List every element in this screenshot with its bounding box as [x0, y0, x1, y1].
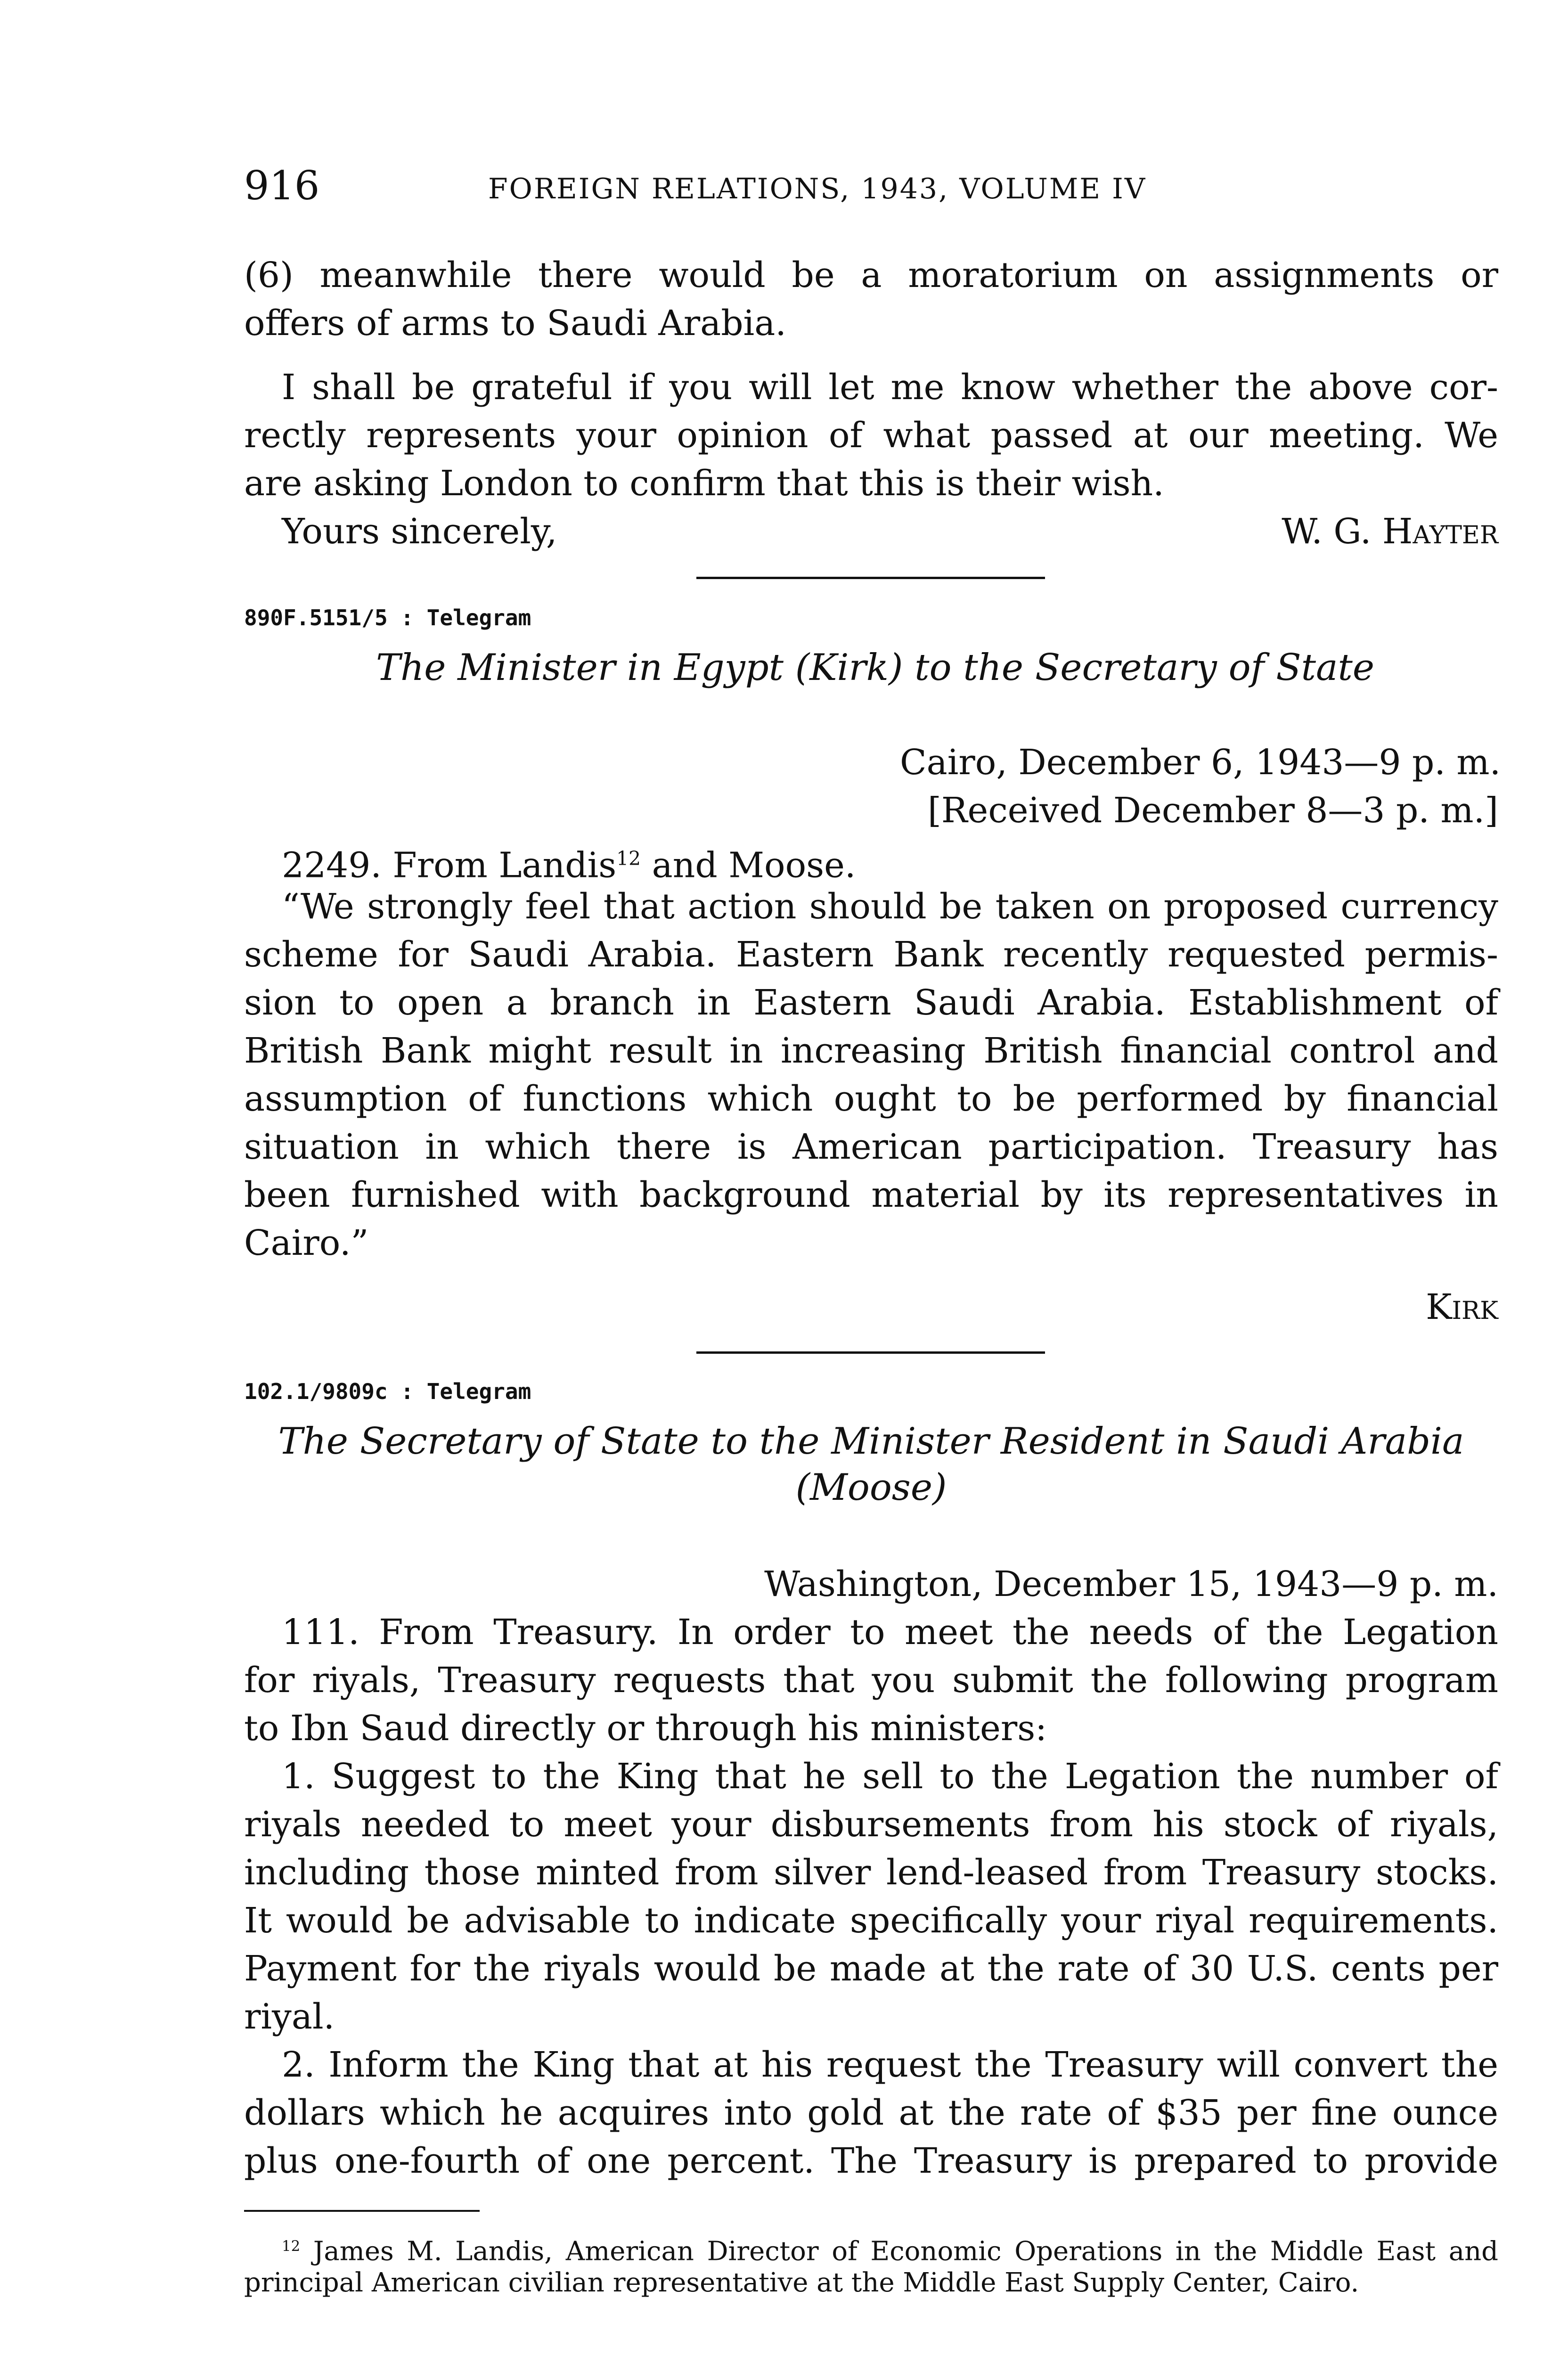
letter-para-2-line-3: are asking London to confirm that this is their wish. — [244, 463, 1164, 504]
running-title: FOREIGN RELATIONS, 1943, VOLUME IV — [488, 172, 1147, 205]
letter-para-1-line-2: offers of arms to Saudi Arabia. — [244, 303, 786, 344]
page-number: 916 — [244, 163, 320, 209]
doc2-dateline: Washington, December 15, 1943—9 p. m. — [764, 1564, 1498, 1604]
doc1-heading: The Minister in Egypt (Kirk) to the Secretary of State — [376, 646, 1374, 689]
doc2-para-3-line-1: 2. Inform the King that at his request the Treasury will convert the — [282, 2045, 1498, 2085]
doc2-para-2-line-1: 1. Suggest to the King that he sell to the Legation the number of — [282, 1756, 1498, 1797]
doc1-opening-text: 2249. From Landis — [282, 845, 617, 886]
doc1-body-line-4: British Bank might result in increasing British financial control and — [244, 1031, 1498, 1071]
doc2-para-2-line-5: Payment for the riyals would be made at the rate of 30 U.S. cents per — [244, 1948, 1498, 1989]
doc1-dateline: Cairo, December 6, 1943—9 p. m. — [900, 742, 1501, 783]
letter-closing: Yours sincerely, — [282, 511, 557, 552]
doc2-para-3-line-3: plus one-fourth of one percent. The Treasury is prepared to provide — [244, 2141, 1498, 2181]
doc1-body-line-1: “We strongly feel that action should be taken on proposed currency — [282, 886, 1498, 927]
doc1-reference: 890F.5151/5 : Telegram — [244, 605, 531, 630]
doc2-heading-line-2: (Moose) — [795, 1466, 947, 1509]
doc2-para-1-line-1: 111. From Treasury. In order to meet the needs of the Legation — [282, 1612, 1498, 1652]
doc1-body-line-8: Cairo.” — [244, 1223, 369, 1263]
doc1-body-line-5: assumption of functions which ought to be performed by financial — [244, 1079, 1498, 1119]
letter-para-2-line-2: rectly represents your opinion of what passed at our meeting. We — [244, 415, 1498, 456]
footnote-reference: 12 — [616, 847, 641, 870]
doc2-reference: 102.1/9809c : Telegram — [244, 1379, 531, 1404]
footnote-rule — [244, 2210, 480, 2212]
doc2-para-1-line-3: to Ibn Saud directly or through his ministers: — [244, 1708, 1047, 1749]
footnote-text: James M. Landis, American Director of Economic Operations in the Middle East and principal American civilian representative at the Middle East Supply Center, Cairo. — [244, 2236, 1498, 2298]
doc2-heading-line-1: The Secretary of State to the Minister Resident in Saudi Arabia — [278, 1420, 1464, 1463]
section-divider-1 — [696, 577, 1045, 579]
letter-para-2-line-1: I shall be grateful if you will let me know whether the above cor- — [282, 367, 1498, 408]
doc2-para-2-line-3: including those minted from silver lend-leased from Treasury stocks. — [244, 1852, 1498, 1893]
doc2-para-1-line-2: for riyals, Treasury requests that you submit the following program — [244, 1660, 1498, 1701]
doc1-signature: Kirk — [1426, 1287, 1498, 1327]
section-divider-2 — [696, 1351, 1045, 1354]
letter-para-1-line-1: (6) meanwhile there would be a moratorium on assignments or — [244, 255, 1498, 295]
doc1-body-line-6: situation in which there is American participation. Treasury has — [244, 1127, 1498, 1167]
doc1-body-line-2: scheme for Saudi Arabia. Eastern Bank recently requested permis- — [244, 934, 1498, 975]
doc1-opening — [282, 834, 856, 890]
doc2-para-2-line-6: riyal. — [244, 1996, 335, 2037]
doc1-opening-rest: and Moose. — [652, 845, 856, 886]
doc1-body-line-7: been furnished with background material by its representatives in — [244, 1175, 1498, 1215]
doc2-para-2-line-4: It would be advisable to indicate specifically your riyal requirements. — [244, 1900, 1498, 1941]
doc2-para-2-line-2: riyals needed to meet your disbursements from his stock of riyals, — [244, 1804, 1498, 1845]
doc1-body-line-3: sion to open a branch in Eastern Saudi Arabia. Establishment of — [244, 982, 1498, 1023]
doc1-received: [Received December 8—3 p. m.] — [927, 790, 1498, 831]
letter-signature: W. G. Hayter — [1282, 511, 1498, 552]
footnote — [244, 2231, 1498, 2299]
doc2-para-3-line-2: dollars which he acquires into gold at the rate of $35 per fine ounce — [244, 2093, 1498, 2133]
footnote-number: 12 — [282, 2238, 301, 2255]
